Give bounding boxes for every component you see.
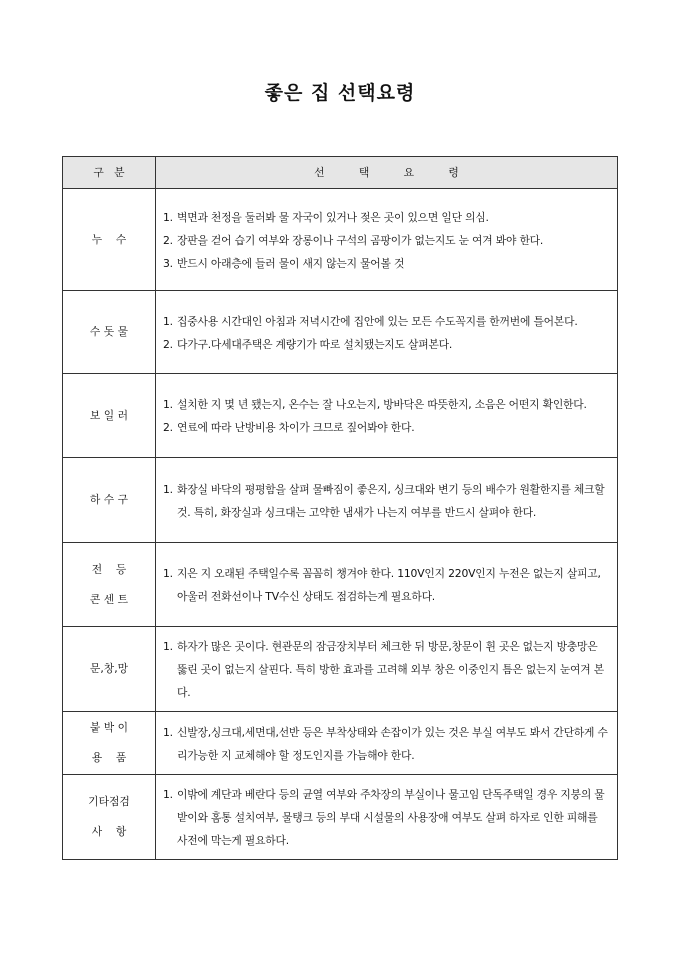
category-cell [63, 712, 156, 775]
content-cell [156, 543, 618, 627]
item-text: 설치한 지 몇 년 됐는지, 온수는 잘 나오는지, 방바닥은 따뜻한지, 소음은 어떤지 확인한다. [177, 398, 587, 411]
table-header-row [63, 157, 618, 189]
content-cell [156, 374, 618, 458]
item-text: 지은 지 오래된 주택일수록 꼼꼼히 챙겨야 한다. 110V인지 220V인지 누전은 없는지 살피고, 아울러 전화선이나 TV수신 상태도 점검하는게 필요하다. [177, 567, 601, 603]
list-item [163, 393, 609, 416]
item-number: 1. [163, 482, 173, 496]
item-text: 화장실 바닥의 평평함을 살펴 물빠짐이 좋은지, 싱크대와 변기 등의 배수가 원활한지를 체크할 것. 특히, 화장실과 싱크대는 고약한 냄새가 나는지 여부를 반드시 살펴야 한다. [177, 482, 605, 519]
item-text: 장판을 걷어 습기 여부와 장롱이나 구석의 곰팡이가 없는지도 눈 여겨 봐야 한다. [177, 233, 544, 247]
table-row [63, 458, 618, 543]
content-cell [156, 189, 618, 291]
item-text: 신발장,싱크대,세면대,선반 등은 부착상태와 손잡이가 있는 것은 부실 여부도 봐서 간단하게 수리가능한 지 교체해야 할 정도인지를 가늠해야 한다. [177, 725, 608, 762]
category-label: 붙 박 이 [89, 721, 129, 734]
item-number: 1. [163, 314, 173, 328]
item-number: 1. [163, 567, 173, 580]
item-number: 1. [163, 725, 173, 739]
item-text: 연료에 따라 난방비용 차이가 크므로 짚어봐야 한다. [177, 421, 415, 434]
item-number: 2. [163, 337, 173, 351]
category-cell [63, 374, 156, 458]
selection-guide-table [62, 156, 618, 860]
category-label: 누 수 [91, 232, 127, 246]
category-cell [63, 775, 156, 860]
list-item [163, 635, 609, 704]
category-label: 수 돗 물 [89, 325, 129, 338]
category-label: 사 항 [91, 825, 127, 838]
content-cell [156, 627, 618, 712]
category-label: 문,창,망 [89, 662, 129, 675]
item-text: 하자가 많은 곳이다. 현관문의 잠금장치부터 체크한 뒤 방문,창문이 휜 곳은 없는지 방충망은 뚫린 곳이 없는지 살핀다. 특히 방한 효과를 고려해 외부 창은 이중인지 틈은 없는지 눈여겨 본다. [177, 640, 604, 699]
list-item [163, 252, 609, 275]
item-number: 1. [163, 640, 173, 653]
content-cell [156, 291, 618, 374]
item-text: 벽면과 천정을 둘러봐 물 자국이 있거나 젖은 곳이 있으면 일단 의심. [177, 210, 489, 224]
category-label: 기타점검 [88, 795, 130, 808]
table-row [63, 775, 618, 860]
table-row [63, 712, 618, 775]
item-number: 3. [163, 256, 173, 270]
list-item [163, 229, 609, 252]
category-cell [63, 189, 156, 291]
category-cell [63, 543, 156, 627]
item-text: 이밖에 계단과 베란다 등의 균열 여부와 주차장의 부실이나 물고임 단독주택일 경우 지붕의 물받이와 홈통 설치여부, 물탱크 등의 부대 시설물의 사용장애 여부도 살펴 하자로 인한 피해를 사전에 막는게 필요하다. [177, 788, 605, 847]
table-row [63, 627, 618, 712]
list-item [163, 478, 609, 524]
category-cell [63, 291, 156, 374]
item-number: 2. [163, 421, 173, 434]
category-label: 하 수 구 [89, 493, 129, 506]
category-label: 용 품 [91, 751, 127, 764]
page-title: 좋은 집 선택요령 [264, 82, 416, 104]
table-row [63, 189, 618, 291]
table-row [63, 374, 618, 458]
content-cell [156, 712, 618, 775]
list-item [163, 783, 609, 852]
item-number: 1. [163, 210, 173, 224]
category-cell [63, 458, 156, 543]
item-text: 다가구.다세대주택은 계량기가 따로 설치됐는지도 살펴본다. [177, 337, 453, 351]
category-label: 콘 센 트 [89, 592, 129, 606]
category-cell [63, 627, 156, 712]
item-number: 1. [163, 398, 173, 411]
category-label: 보 일 러 [89, 408, 129, 422]
item-number: 1. [163, 788, 173, 801]
header-content: 선 택 요 령 [156, 157, 618, 189]
item-number: 2. [163, 233, 173, 247]
content-cell [156, 458, 618, 543]
list-item [163, 206, 609, 229]
item-text: 집중사용 시간대인 아침과 저녁시간에 집안에 있는 모든 수도꼭지를 한꺼번에 틀어본다. [177, 314, 578, 328]
list-item [163, 333, 609, 356]
category-label: 전 등 [91, 562, 127, 576]
item-text: 반드시 아래층에 들러 물이 새지 않는지 물어볼 것 [177, 256, 405, 270]
header-category: 구 분 [63, 157, 156, 189]
table-row [63, 291, 618, 374]
table-row [63, 543, 618, 627]
content-cell [156, 775, 618, 860]
list-item [163, 416, 609, 439]
list-item [163, 562, 609, 608]
list-item [163, 721, 609, 767]
list-item [163, 310, 609, 333]
